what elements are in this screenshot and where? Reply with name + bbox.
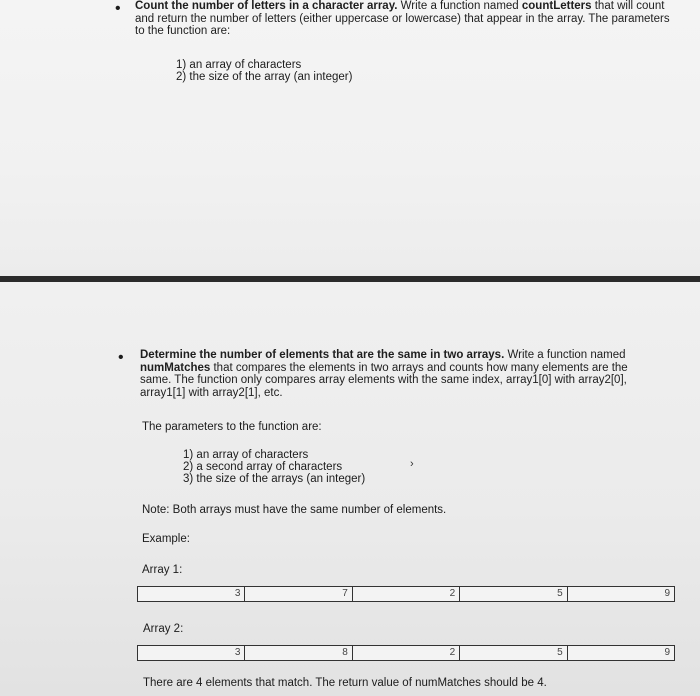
array2-cell: 8 bbox=[245, 646, 352, 660]
q2-bullet: • bbox=[118, 349, 124, 366]
q1-param-1: 1) an array of characters bbox=[176, 59, 302, 71]
lower-page-region bbox=[0, 282, 700, 696]
q1-parameter-list bbox=[176, 59, 352, 83]
array2-cell: 2 bbox=[353, 646, 460, 660]
q1-text-1: Write a function named bbox=[397, 0, 522, 12]
q1-title: Count the number of letters in a character array. bbox=[135, 0, 398, 12]
array1-cell: 5 bbox=[460, 587, 567, 601]
q2-text-2: that compares the elements in two arrays and counts how many elements are the same. The function only compares array elements with the same index, array1[0] with array2[0], array1[1] with array2[1], etc. bbox=[140, 361, 628, 399]
q1-description bbox=[135, 0, 670, 38]
q1-function-name: countLetters bbox=[521, 0, 592, 12]
array2-table bbox=[137, 645, 675, 661]
q1-bullet: • bbox=[115, 0, 121, 17]
array2-cell: 5 bbox=[460, 646, 567, 660]
array1-cell: 9 bbox=[664, 588, 671, 599]
array2-label: Array 2: bbox=[143, 623, 184, 635]
array1-table bbox=[137, 586, 675, 602]
q2-title: Determine the number of elements that are the same in two arrays. bbox=[140, 349, 505, 361]
q2-text-1: Write a function named bbox=[504, 349, 626, 361]
q2-note: Note: Both arrays must have the same number of elements. bbox=[142, 504, 447, 516]
array2-cell: 9 bbox=[664, 647, 671, 658]
array1-cell: 2 bbox=[353, 587, 460, 601]
q2-example-label: Example: bbox=[142, 533, 190, 545]
q2-param-2: 2) a second array of characters bbox=[183, 461, 343, 473]
upper-page-region bbox=[0, 0, 700, 280]
q2-param-1: 1) an array of characters bbox=[183, 449, 309, 461]
stray-mark: › bbox=[410, 458, 414, 470]
q1-param-2: 2) the size of the array (an integer) bbox=[176, 71, 353, 83]
q2-param-3: 3) the size of the arrays (an integer) bbox=[183, 473, 366, 485]
array2-cell: 3 bbox=[138, 646, 245, 660]
q2-params-intro: The parameters to the function are: bbox=[142, 421, 322, 433]
q2-function-name: numMatches bbox=[140, 361, 211, 374]
q2-description bbox=[140, 349, 655, 399]
q1-text-2: that will count and return the number of letters (either uppercase or lowercase) that appear in the array. The parameters to the function are: bbox=[135, 0, 670, 37]
array1-cell: 7 bbox=[245, 587, 352, 601]
q2-parameter-list bbox=[183, 449, 365, 485]
array1-cell: 3 bbox=[138, 587, 245, 601]
array1-label: Array 1: bbox=[142, 564, 183, 576]
q2-summary: There are 4 elements that match. The return value of numMatches should be 4. bbox=[143, 677, 547, 689]
